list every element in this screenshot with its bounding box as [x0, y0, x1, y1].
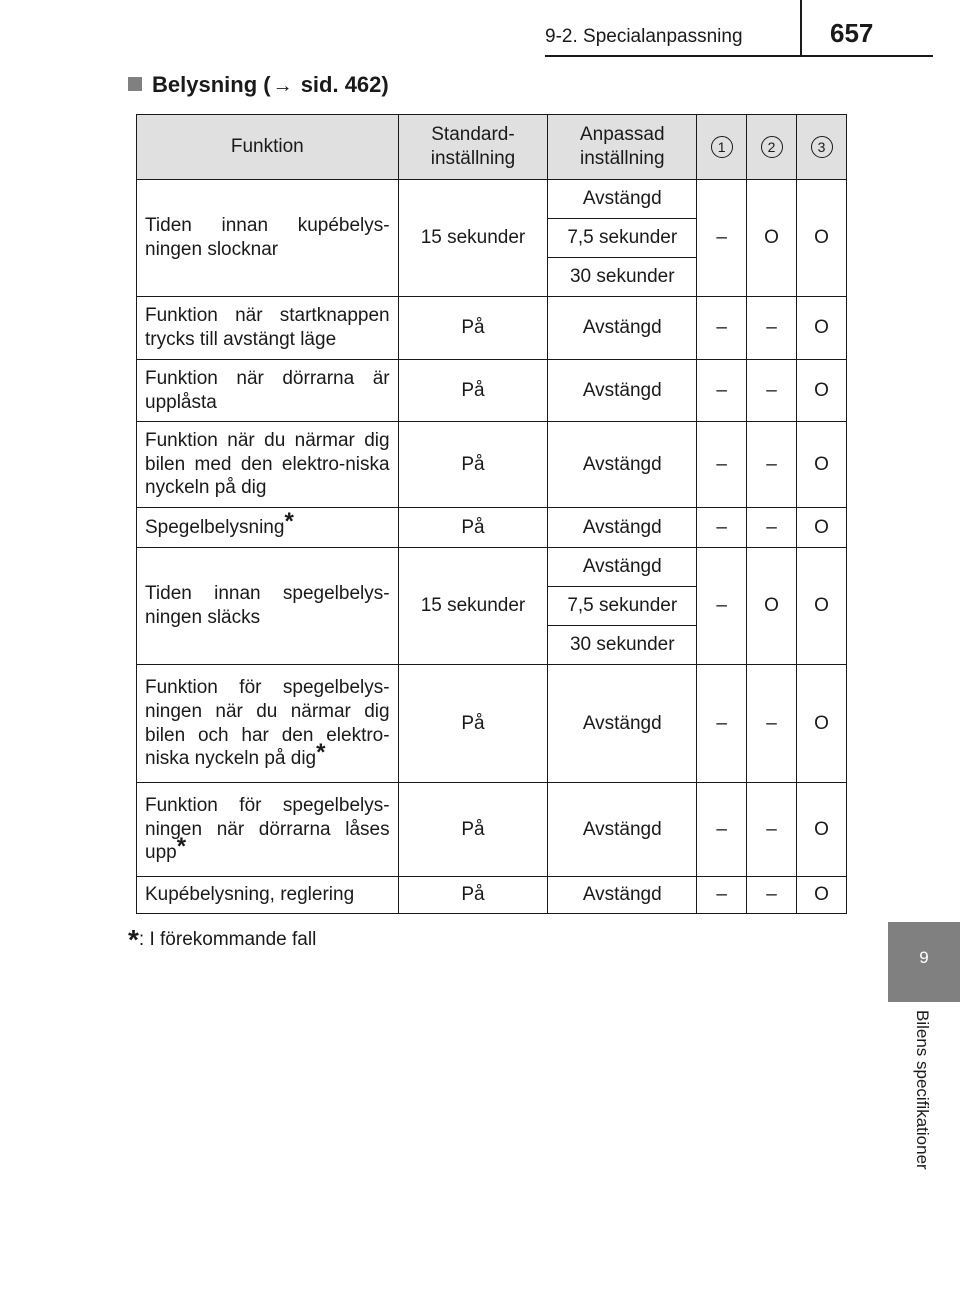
table-row — [137, 297, 847, 360]
cell-col-2 — [747, 665, 797, 783]
cell-standard — [398, 548, 548, 665]
cell-standard — [398, 877, 548, 914]
cell-col-2 — [747, 877, 797, 914]
cell-col-3 — [797, 877, 847, 914]
settings-table — [136, 114, 847, 914]
cell-col-2-text: O — [764, 227, 779, 249]
cell-standard — [398, 508, 548, 548]
cell-col-3 — [797, 180, 847, 297]
cell-col-1 — [697, 422, 747, 508]
cell-funktion-text: Funktion för spegelbelys-ningen när du närmar dig bilen och har den elektro-niska nyckeln på dig — [145, 677, 390, 770]
cell-standard-text: På — [461, 379, 485, 401]
cell-col-2-text: – — [766, 453, 777, 475]
cell-funktion — [137, 877, 399, 914]
chapter-tab-number: 9 — [919, 948, 929, 967]
cell-option-text: Avstängd — [582, 884, 662, 905]
cell-option — [548, 180, 697, 219]
cell-standard-text: På — [461, 712, 485, 734]
cell-col-1-text: – — [716, 884, 727, 905]
cell-col-2-text: O — [764, 595, 779, 617]
footnote-marker: * — [176, 833, 187, 861]
cell-funktion — [137, 508, 399, 548]
cell-option — [548, 219, 697, 258]
footnote-marker: * — [316, 739, 326, 767]
square-bullet-icon — [128, 77, 142, 91]
cell-option-text: 7,5 sekunder — [567, 595, 678, 617]
table-row — [137, 360, 847, 422]
cell-funktion-text: Funktion när dörrarna är upplåsta — [145, 367, 390, 413]
chapter-tab — [888, 922, 960, 1000]
table-row — [137, 783, 847, 877]
cell-col-2-text: – — [766, 379, 777, 401]
table-row — [137, 548, 847, 587]
cell-col-2 — [747, 180, 797, 297]
header-standard: Standard- inställning — [398, 115, 548, 180]
table-row — [137, 877, 847, 914]
cell-option-text: Avstängd — [582, 453, 662, 475]
cell-funktion — [137, 360, 399, 422]
cell-col-1 — [697, 180, 747, 297]
cell-col-2 — [747, 508, 797, 548]
cell-col-2-text: – — [766, 712, 777, 734]
cell-col-2-text: – — [766, 516, 777, 538]
cell-col-3 — [797, 665, 847, 783]
cell-option — [548, 548, 697, 587]
cell-col-1-text: – — [716, 453, 727, 475]
cell-col-3-text: O — [814, 317, 829, 339]
cell-funktion-text: Funktion när startknappen trycks till avstängt läge — [145, 305, 390, 350]
header-anpassad: Anpassad inställning — [548, 115, 697, 180]
cell-col-3-text: O — [814, 595, 829, 617]
cell-option-text: 7,5 sekunder — [567, 227, 678, 249]
cell-funktion — [137, 180, 399, 297]
cell-standard-text: På — [461, 884, 485, 905]
header-circle-2 — [747, 115, 797, 180]
cell-option-text: Avstängd — [582, 188, 662, 210]
cell-col-1 — [697, 508, 747, 548]
cell-option-text: Avstängd — [582, 516, 662, 538]
cell-option — [548, 665, 697, 783]
cell-col-2 — [747, 422, 797, 508]
header-circle-1 — [697, 115, 747, 180]
cell-col-3 — [797, 360, 847, 422]
cell-col-1-text: – — [716, 595, 727, 617]
cell-funktion — [137, 783, 399, 877]
section-heading-ref: sid. 462) — [294, 72, 389, 97]
cell-standard-text: På — [461, 516, 485, 538]
cell-option — [548, 587, 697, 626]
circled-number-3-icon: 3 — [811, 136, 833, 158]
cell-col-3-text: O — [814, 227, 829, 249]
header-funktion: Funktion — [137, 115, 399, 180]
cell-col-2 — [747, 548, 797, 665]
cell-option — [548, 508, 697, 548]
cell-col-3 — [797, 422, 847, 508]
footnote-text: : I förekommande fall — [138, 929, 317, 950]
cell-col-1-text: – — [716, 379, 727, 401]
cell-col-3 — [797, 297, 847, 360]
cell-col-2 — [747, 297, 797, 360]
page-number: 657 — [830, 18, 874, 48]
cell-funktion — [137, 548, 399, 665]
cell-funktion-text: Kupébelysning, reglering — [145, 884, 355, 905]
cell-funktion — [137, 665, 399, 783]
cell-col-1 — [697, 665, 747, 783]
cell-option-text: Avstängd — [582, 556, 662, 578]
cell-col-1-text: – — [716, 317, 727, 339]
cell-col-3-text: O — [814, 453, 829, 475]
header-section-title: 9-2. Specialanpassning — [545, 26, 743, 47]
cell-col-1-text: – — [716, 516, 727, 538]
table-row — [137, 665, 847, 783]
cell-option — [548, 877, 697, 914]
cell-funktion — [137, 422, 399, 508]
cell-col-2-text: – — [766, 818, 777, 840]
cell-col-3 — [797, 548, 847, 665]
cell-funktion — [137, 297, 399, 360]
header-underline — [545, 55, 933, 57]
cell-standard — [398, 297, 548, 360]
cell-col-3-text: O — [814, 379, 829, 401]
table-row — [137, 180, 847, 219]
cell-col-1 — [697, 297, 747, 360]
cell-col-3-text: O — [814, 884, 829, 905]
cell-option-text: 30 sekunder — [569, 634, 675, 656]
arrow-right-icon: → — [272, 75, 293, 97]
cell-standard — [398, 360, 548, 422]
cell-col-1 — [697, 783, 747, 877]
chapter-tab-divider — [888, 1000, 960, 1002]
table-row — [137, 508, 847, 548]
cell-col-2 — [747, 783, 797, 877]
cell-standard — [398, 180, 548, 297]
cell-standard — [398, 665, 548, 783]
cell-option-text: Avstängd — [582, 712, 662, 734]
cell-option — [548, 626, 697, 665]
cell-col-1-text: – — [716, 712, 727, 734]
cell-option-text: 30 sekunder — [569, 266, 675, 288]
cell-col-2-text: – — [766, 884, 777, 905]
footnote-marker: * — [284, 507, 294, 535]
cell-col-3-text: O — [814, 818, 829, 840]
cell-standard — [398, 422, 548, 508]
table-row — [137, 422, 847, 508]
cell-option — [548, 360, 697, 422]
footnote-star: * — [128, 924, 139, 955]
cell-funktion-text: Funktion för spegelbelys-ningen när dörrarna låses upp — [145, 794, 390, 864]
cell-option — [548, 297, 697, 360]
cell-standard-text: På — [461, 317, 485, 339]
cell-option-text: Avstängd — [582, 379, 662, 401]
cell-funktion-text: Tiden innan spegelbelys-ningen släcks — [145, 583, 390, 628]
cell-col-1 — [697, 877, 747, 914]
cell-option — [548, 422, 697, 508]
header-circle-3 — [797, 115, 847, 180]
header-divider — [800, 0, 802, 56]
cell-funktion-text: Funktion när du närmar dig bilen med den elektro-niska nyckeln på dig — [145, 429, 390, 499]
chapter-tab-label: Bilens specifikationer — [913, 1010, 932, 1170]
section-heading-text: Belysning ( — [152, 72, 271, 97]
footnote — [128, 924, 316, 956]
cell-option — [548, 783, 697, 877]
cell-option — [548, 258, 697, 297]
cell-funktion-text: Tiden innan kupébelys-ningen slocknar — [145, 215, 390, 260]
table-header-row — [137, 115, 847, 180]
cell-col-3 — [797, 508, 847, 548]
circled-number-2-icon: 2 — [761, 136, 783, 158]
cell-option-text: Avstängd — [582, 317, 662, 339]
cell-col-2-text: – — [766, 317, 777, 339]
cell-standard-text: 15 sekunder — [420, 595, 526, 617]
cell-col-1 — [697, 360, 747, 422]
cell-col-3 — [797, 783, 847, 877]
cell-standard — [398, 783, 548, 877]
circled-number-1-icon: 1 — [711, 136, 733, 158]
cell-standard-text: På — [461, 453, 485, 475]
cell-standard-text: 15 sekunder — [420, 227, 526, 249]
cell-funktion-text: Spegelbelysning — [145, 516, 285, 538]
cell-option-text: Avstängd — [582, 818, 662, 840]
cell-col-3-text: O — [814, 712, 829, 734]
cell-col-1-text: – — [716, 227, 727, 249]
section-heading — [128, 72, 389, 98]
cell-col-3-text: O — [814, 516, 829, 538]
cell-col-1 — [697, 548, 747, 665]
cell-col-2 — [747, 360, 797, 422]
cell-standard-text: På — [461, 818, 485, 840]
cell-col-1-text: – — [716, 818, 727, 840]
